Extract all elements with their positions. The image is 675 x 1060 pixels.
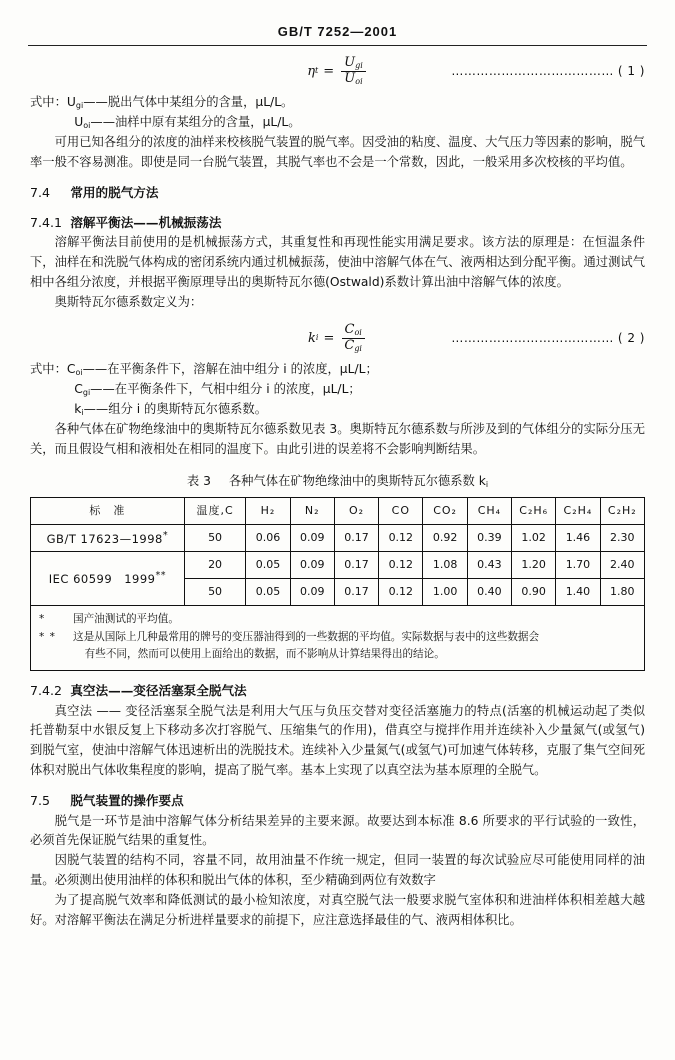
section-7-4-1-title: 溶解平衡法——机械振荡法	[70, 214, 222, 230]
page-header: GB/T 7252—2001	[277, 24, 398, 39]
paragraph-4: 各种气体在矿物绝缘油中的奥斯特瓦尔德系数见表 3。奥斯特瓦尔德系数与所涉及到的气体组分的实际分压无关，而且假设气相和液相处在相同的温度下。由此引进的误差将不会影响判断结果。	[30, 421, 645, 456]
table-cell-value: 0.92	[423, 524, 467, 551]
table-cell-value: 1.00	[423, 578, 467, 605]
table-cell-value: 0.09	[290, 524, 334, 551]
table-notes	[30, 606, 645, 671]
table-cell-value: 1.40	[556, 578, 600, 605]
table-cell-value: 1.20	[512, 551, 556, 578]
table-caption-label: 表 3	[186, 473, 211, 488]
table-cell-value: 0.17	[334, 524, 378, 551]
table-cell-temperature: 50	[184, 578, 246, 605]
paragraph-2: 溶解平衡法目前使用的是机械振荡方式，其重复性和再现性能实用满足要求。该方法的原理是：在恒温条件下，油样在和洗脱气体构成的密闭系统内通过机械振荡，使油中溶解气体在气、液两相达到分配平衡。通过测试气相中各组分浓度，并根据平衡原理导出的奥斯特瓦尔德(Ostwald)系数计算出油中溶解气体的浓度。	[30, 235, 645, 290]
table-cell-value: 0.12	[379, 578, 423, 605]
formula-2	[30, 323, 645, 354]
table-header-cell: O₂	[334, 497, 378, 524]
table-note	[39, 629, 636, 662]
table-cell-value: 0.09	[290, 578, 334, 605]
table-header-cell: 温度,C	[184, 497, 246, 524]
where-1-line-1: 式中：$U_{gi}——$脱出气体中某组分的含量，μL/L。	[30, 94, 294, 110]
table-cell-value: 1.02	[512, 524, 556, 551]
table-note-text: 这是从国际上几种最常用的牌号的变压器油得到的一些数据的平均值。实际数据与表中的这些数据会 有些不同，然而可以使用上面给出的数据，而不影响从计算结果得出的结论。	[73, 631, 540, 660]
table-cell-value: 0.90	[512, 578, 556, 605]
table-cell-value: 0.43	[467, 551, 511, 578]
table-cell-standard: IEC 60599 1999**	[31, 551, 185, 605]
table-note	[39, 611, 636, 627]
formula-1-lhs-sub: t	[315, 65, 319, 75]
document-content	[0, 56, 675, 931]
section-7-4-1	[30, 213, 645, 233]
formula-1-fraction	[341, 56, 366, 87]
section-7-5-title: 脱气装置的操作要点	[70, 793, 184, 809]
table-cell-value: 0.12	[379, 551, 423, 578]
table-cell-value: 0.06	[246, 524, 290, 551]
formula-2-where	[30, 360, 645, 420]
table-cell-value: 1.46	[556, 524, 600, 551]
paragraph-5: 真空法 —— 变径活塞泵全脱气法是利用大气压与负压交替对变径活塞施力的特点(活塞的机械运动起了类似托普勒泵中水银反复上下移动多次打容脱气、压缩集气的作用)，借真空与搅拌作用并连续补入少量氮气(或氢气)到脱气室，使油中溶解气体迅速析出的洗脱技术。连续补入少量氮气(或氢气)可加速气体转移，克服了集气空间死体积对脱出气体收集程度的影响，提高了脱气率。基本上实现了以真空法为基本原理的全脱气。	[30, 703, 645, 778]
formula-1-denominator: $U_{oi}$	[344, 70, 363, 86]
where-2-line-2: $C_{gi}——$在平衡条件下，气相中组分 i 的浓度，μL/L；	[74, 381, 361, 397]
formula-1-expression	[307, 56, 368, 87]
formula-2-lhs: k	[308, 330, 316, 346]
ostwald-coefficient-table	[30, 497, 645, 606]
table-header-cell: N₂	[290, 497, 334, 524]
formula-2-equals: =	[323, 330, 335, 346]
table-cell-value: 1.70	[556, 551, 600, 578]
section-7-4-2-number: 7.4.2	[30, 683, 63, 699]
section-7-5-number: 7.5	[30, 793, 51, 809]
paragraph-7: 因脱气装置的结构不同，容量不同，故用油量不作统一规定，但同一装置的每次试验应尽可能使用同样的油量。必须测出使用油样的体积和脱出气体的体积，至少精确到两位有效数字	[30, 853, 645, 888]
formula-2-numerator: $C_{oi}$	[342, 323, 365, 339]
table-note-marker: *	[39, 612, 46, 625]
formula-2-leaders: ………………………………… ( 2 )	[451, 330, 645, 345]
table-header-cell: C₂H₆	[512, 497, 556, 524]
table-cell-value: 0.12	[379, 524, 423, 551]
section-7-4-title: 常用的脱气方法	[70, 184, 159, 200]
where-2-line-3: $k_i——$组分 i 的奥斯特瓦尔德系数。	[74, 401, 268, 417]
table-header-cell: CH₄	[467, 497, 511, 524]
formula-1-leaders: ………………………………… ( 1 )	[451, 63, 645, 78]
formula-1-numerator: $U_{gi}$	[341, 56, 366, 72]
formula-1-where	[30, 93, 645, 133]
table-cell-value: 0.09	[290, 551, 334, 578]
where-1-line-2: $U_{oi}——$油样中原有某组分的含量，μL/L。	[74, 114, 301, 130]
table-header-cell: 标 准	[31, 497, 185, 524]
table-caption-text: 各种气体在矿物绝缘油中的奥斯特瓦尔德系数 k	[228, 473, 486, 488]
formula-1-equals: =	[323, 63, 335, 79]
formula-2-expression	[308, 323, 367, 354]
section-7-4-2-title: 真空法——变径活塞泵全脱气法	[70, 683, 247, 699]
formula-1	[30, 56, 645, 87]
table-cell-value: 0.39	[467, 524, 511, 551]
table-header-cell: H₂	[246, 497, 290, 524]
table-cell-value: 0.40	[467, 578, 511, 605]
section-7-4	[30, 183, 645, 203]
paragraph-6: 脱气是一环节是油中溶解气体分析结果差异的主要来源。故要达到本标准 8.6 所要求的平行试验的一致性，必须首先保证脱气结果的重复性。	[30, 813, 645, 848]
table-cell-value: 1.08	[423, 551, 467, 578]
paragraph-3: 奥斯特瓦尔德系数定义为：	[54, 295, 203, 310]
table-header-row	[31, 497, 645, 524]
table-cell-standard: GB/T 17623—1998*	[31, 524, 185, 551]
table-cell-value: 0.17	[334, 578, 378, 605]
section-7-5	[30, 791, 645, 811]
table-header-cell: C₂H₄	[556, 497, 600, 524]
table-cell-value: 0.17	[334, 551, 378, 578]
formula-1-lhs: η	[307, 63, 315, 79]
table-note-text: 国产油测试的平均值。	[73, 612, 179, 625]
formula-2-denominator: $C_{gi}$	[344, 337, 362, 353]
table-cell-value: 0.05	[246, 551, 290, 578]
table-cell-value: 0.05	[246, 578, 290, 605]
table-caption: 表 3 各种气体在矿物绝缘油中的奥斯特瓦尔德系数 $k_i$	[186, 473, 489, 489]
section-7-4-number: 7.4	[30, 184, 51, 200]
where-2-line-1: 式中：$C_{oi}——$在平衡条件下，溶解在油中组分 i 的浓度，μL/L；	[30, 361, 378, 377]
table-cell-value: 2.40	[600, 551, 644, 578]
header-divider	[28, 45, 647, 46]
table-cell-value: 1.80	[600, 578, 644, 605]
section-7-4-1-number: 7.4.1	[30, 214, 63, 230]
section-7-4-2	[30, 681, 645, 701]
table-cell-value: 2.30	[600, 524, 644, 551]
table-row	[31, 551, 645, 578]
table-cell-temperature: 20	[184, 551, 246, 578]
table-header-cell: C₂H₂	[600, 497, 644, 524]
table-header-cell: CO₂	[423, 497, 467, 524]
formula-2-fraction	[341, 323, 365, 354]
table-cell-temperature: 50	[184, 524, 246, 551]
paragraph-8: 为了提高脱气效率和降低测试的最小检知浓度，对真空脱气法一般要求脱气室体积和进油样体积相差越大越好。对溶解平衡法在满足分析进样量要求的前提下，应注意选择最佳的气、液两相体积比。	[30, 893, 645, 928]
paragraph-1: 可用已知各组分的浓度的油样来校核脱气装置的脱气率。因受油的粘度、温度、大气压力等因素的影响，脱气率一般不容易测准。即使是同一台脱气装置，其脱气率也不会是一个常数，因此，一般采用多次校核的平均值。	[30, 134, 645, 169]
formula-2-lhs-sub: i	[315, 332, 319, 342]
table-header-cell: CO	[379, 497, 423, 524]
table-note-marker: * *	[39, 631, 56, 644]
table-row	[31, 524, 645, 551]
